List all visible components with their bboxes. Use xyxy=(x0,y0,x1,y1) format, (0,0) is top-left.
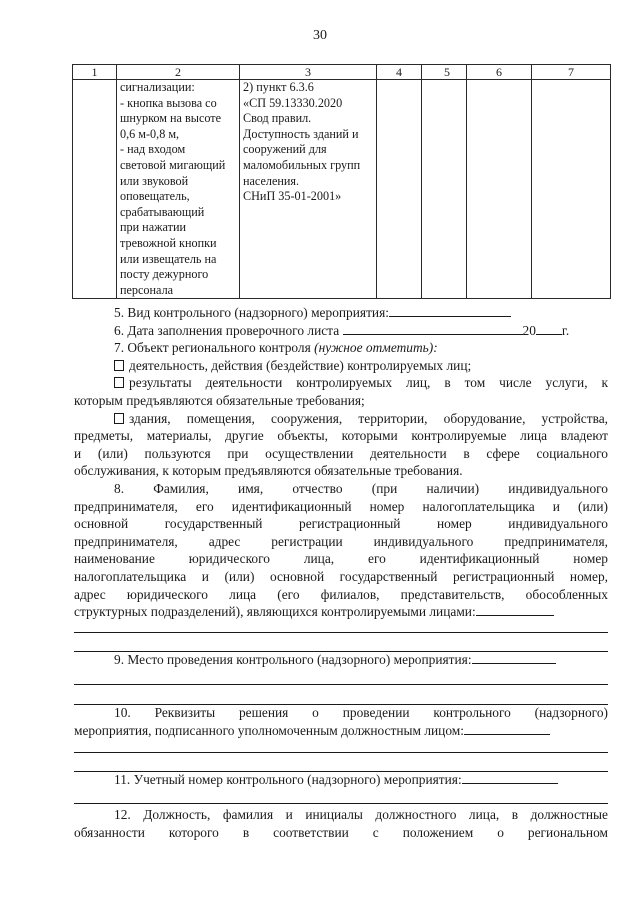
item-7-option-2 xyxy=(74,374,608,392)
checklist-table xyxy=(72,64,611,299)
item-9-label: 9. Место проведения контрольного (надзорного) мероприятия: xyxy=(114,652,472,667)
item-8-cont: наименование юридического лица, его идентификационный номер xyxy=(74,551,608,567)
item-7-label: 7. Объект регионального контроля xyxy=(114,340,311,356)
item-7-option-3-cont: и (или) пользуются при осуществлении деятельности в сфере социального xyxy=(74,445,608,461)
item-8-cont: основной государственный регистрационный номер индивидуального xyxy=(74,516,608,532)
table-cell-empty xyxy=(73,80,117,299)
table-cell-empty xyxy=(422,80,467,299)
item-5-blank[interactable] xyxy=(389,304,511,317)
item-7-option-3-cont: обслуживания, к которым предъявляются обязательные требования. xyxy=(74,463,463,479)
item-8-cont: предпринимателя, его идентификационный номер налогоплательщика и (или) xyxy=(74,498,608,514)
item-7-option-2-cont: которым предъявляются обязательные требования; xyxy=(74,392,365,408)
item-6-year-blank[interactable] xyxy=(536,322,562,335)
item-6-date-blank[interactable] xyxy=(343,322,523,335)
item-8-last-text: структурных подразделений), являющихся контролируемыми лицами: xyxy=(74,604,476,620)
item-7 xyxy=(74,339,608,357)
item-11-label: 11. Учетный номер контрольного (надзорного) мероприятия: xyxy=(114,772,462,787)
item-7-option-2-text: результаты деятельности контролируемых лиц, в том числе услуги, к xyxy=(129,375,608,391)
item-8-cont: адрес юридического лица (его филиалов, представительств, обособленных xyxy=(74,586,608,602)
item-5 xyxy=(74,304,608,322)
item-7-option-3-text: здания, помещения, сооружения, территории, оборудование, устройства, xyxy=(129,410,608,426)
item-10-cont-text: мероприятия, подписанного уполномоченным должностным лицом: xyxy=(74,722,464,738)
checkbox-icon[interactable] xyxy=(114,360,124,371)
item-9-blank[interactable] xyxy=(472,651,556,664)
table-header-cell: 3 xyxy=(240,65,377,80)
item-8-cont: предпринимателя, адрес регистрации индивидуального предпринимателя, xyxy=(74,533,608,549)
item-8-cont-last xyxy=(74,603,608,621)
table-header-cell: 7 xyxy=(532,65,611,80)
item-8: 8. Фамилия, имя, отчество (при наличии) индивидуального xyxy=(114,480,608,496)
answer-line[interactable] xyxy=(74,803,608,804)
item-5-label: 5. Вид контрольного (надзорного) мероприятия: xyxy=(114,305,389,320)
page-number: 30 xyxy=(313,28,327,43)
item-6-suffix: г. xyxy=(561,322,570,338)
checkbox-icon[interactable] xyxy=(114,377,124,388)
item-8-cont: налогоплательщика и (или) основной государственный регистрационный номер, xyxy=(74,568,608,584)
item-12-cont: обязанности которого в соответствии с положением о региональном xyxy=(74,824,608,840)
item-7-option-1-label: деятельность, действия (бездействие) контролируемых лиц; xyxy=(129,357,472,373)
item-11 xyxy=(74,771,608,789)
item-10-blank[interactable] xyxy=(464,722,550,735)
table-cell-reference: 2) пункт 6.3.6 «СП 59.13330.2020 Свод правил. Доступность зданий и сооружений для маломобильных групп населения. СНиП 35-01-2001» xyxy=(240,80,377,299)
item-6-label: 6. Дата заполнения проверочного листа xyxy=(114,322,340,338)
form-items-5-8 xyxy=(74,304,608,621)
table-header-row xyxy=(73,65,611,80)
answer-line[interactable] xyxy=(74,632,608,633)
item-7-note: (нужное отметить): xyxy=(314,340,438,356)
item-8-blank[interactable] xyxy=(476,603,554,616)
table-header-cell: 6 xyxy=(467,65,532,80)
table-cell-requirement: сигнализации: - кнопка вызова со шнурком на высоте 0,6 м-0,8 м, - над входом световой мигающий или звуковой оповещатель, срабатывающий при нажатии тревожной кнопки или извещатель на посту дежурного персонала xyxy=(117,80,240,299)
checkbox-icon[interactable] xyxy=(114,413,124,424)
item-12: 12. Должность, фамилия и инициалы должностного лица, в должностные xyxy=(114,807,608,822)
form-item-9 xyxy=(74,651,608,669)
table-header-cell: 1 xyxy=(73,65,117,80)
item-7-option-3 xyxy=(74,410,608,428)
item-6-year: 20 xyxy=(522,322,536,338)
table-header-cell: 5 xyxy=(422,65,467,80)
answer-line[interactable] xyxy=(74,684,608,685)
item-7-option-1 xyxy=(74,357,608,375)
table-header-cell: 4 xyxy=(377,65,422,80)
item-10-cont xyxy=(74,722,608,740)
form-item-12 xyxy=(74,806,608,841)
table-row xyxy=(73,80,611,299)
form-item-10 xyxy=(74,704,608,739)
table-cell-empty xyxy=(377,80,422,299)
item-6 xyxy=(74,322,608,340)
item-9 xyxy=(74,651,608,669)
item-7-option-3-cont: предметы, материалы, другие объекты, которыми контролируемые лица владеют xyxy=(74,428,608,444)
table-cell-empty xyxy=(532,80,611,299)
table-header-cell: 2 xyxy=(117,65,240,80)
item-11-blank[interactable] xyxy=(462,771,558,784)
item-10: 10. Реквизиты решения о проведении контрольного (надзорного) xyxy=(114,705,608,720)
form-item-11 xyxy=(74,771,608,789)
table-cell-empty xyxy=(467,80,532,299)
answer-line[interactable] xyxy=(74,752,608,753)
